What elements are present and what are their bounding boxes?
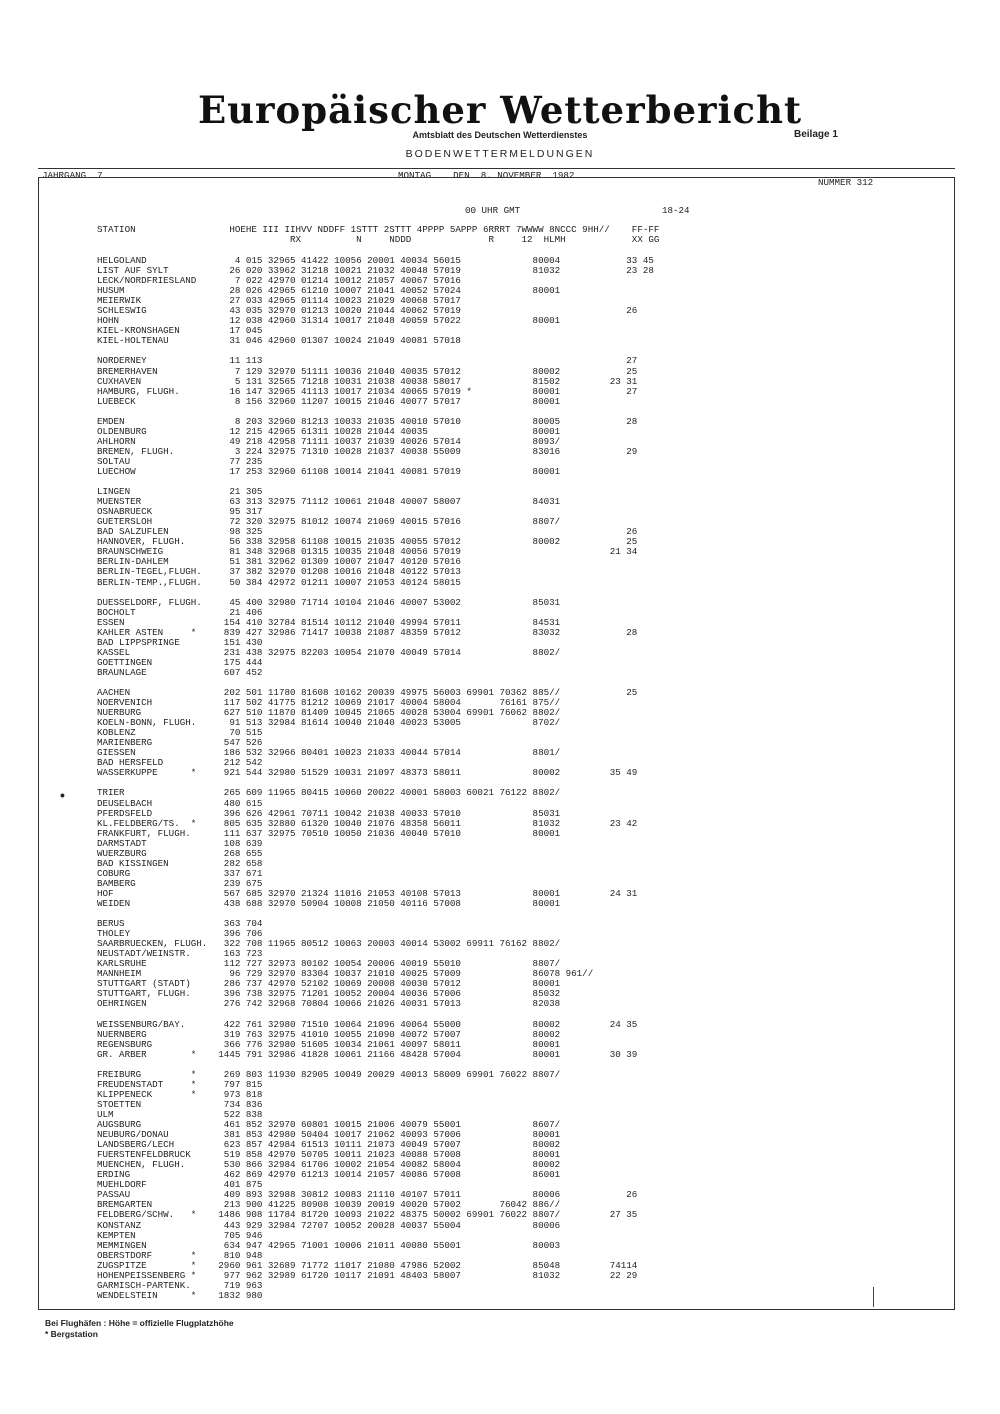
station-row: FRANKFURT, FLUGH. 111 637 32975 70510 10050 21036 40040 57010 80001 [97,827,561,839]
station-row: LUECHOW 17 253 32960 61108 10014 21041 40081 57019 80001 [97,465,561,477]
station-row: OLDENBURG 12 215 42965 61311 10028 21044 40035 80001 [97,425,561,437]
station-row: NORDERNEY 11 113 27 [97,355,638,367]
station-row: KASSEL 231 438 32975 82203 10054 21070 40049 57014 8802/ [97,646,561,658]
footer-note-airport: Bei Flughäfen : Höhe = offizielle Flugplatzhöhe [45,1318,234,1328]
station-row: BAD SALZUFLEN 98 325 26 [97,526,638,538]
station-row: BERUS 363 704 [97,918,263,930]
column-header-row2: RX N NDDD R 12 HLMH XX GG [97,234,660,245]
station-row: DUESSELDORF, FLUGH. 45 400 32980 71714 10104 21046 40007 53002 85031 [97,596,561,608]
station-row: HELGOLAND 4 015 32965 41422 10056 20001 40034 56015 80004 33 45 [97,255,654,266]
station-row: FREIBURG * 269 803 11930 82905 10049 20029 40013 58009 69901 76022 8807/ [97,1068,561,1080]
header-rule [38,168,955,169]
station-row: BOCHOLT 21 406 [97,606,263,618]
station-row: MARIENBERG 547 526 [97,737,263,749]
station-table [97,256,654,1301]
station-row: DARMSTADT 108 639 [97,837,263,849]
station-row: KOBLENZ 70 515 [97,727,263,739]
station-row: BRAUNLAGE 607 452 [97,666,263,678]
station-row: ERDING 462 869 42970 61213 10014 21057 40086 57008 86001 [97,1169,561,1181]
station-row: BREMGARTEN 213 900 41225 80908 10039 20019 40020 57002 76042 886// [97,1199,561,1211]
station-row: AACHEN 202 501 11780 81608 10162 20039 49975 56003 69901 70362 885// 25 [97,687,638,699]
station-row: PFERDSFELD 396 626 42961 70711 10042 21038 40033 57010 85031 [97,807,561,819]
station-row: AUGSBURG 461 852 32970 60801 10015 21006 40079 55001 8607/ [97,1119,561,1131]
station-row: OEHRINGEN 276 742 32968 70804 10066 21026 40031 57013 82038 [97,998,561,1010]
station-row: STOETTEN 734 836 [97,1098,263,1110]
station-row: DEUSELBACH 480 615 [97,797,263,809]
station-row: MUENCHEN, FLUGH. 530 866 32984 61706 10002 21054 40082 58004 80002 [97,1159,561,1171]
station-row: KIEL-HOLTENAU 31 046 42960 01307 10024 21049 40081 57018 [97,335,461,347]
station-row: HAMBURG, FLUGH. 16 147 32965 41113 10017 21034 40065 57019 * 80001 27 [97,385,638,397]
station-row: OSNABRUECK 95 317 [97,506,263,518]
column-header-row1: STATION HOEHE III IIHVV NDDFF 1STTT 2STTT 4PPPP 5APPP 6RRRT 7WWWW 8NCCC 9HH// FF-FF [97,224,660,235]
station-row: MANNHEIM 96 729 32970 83304 10037 21010 40025 57009 86078 961// [97,968,594,980]
station-row: SCHLESWIG 43 035 32970 01213 10020 21044 40062 57019 26 [97,305,638,317]
subtitle: Amtsblatt des Deutschen Wetterdienstes [412,130,588,140]
station-row: FELDBERG/SCHW. * 1486 908 11784 81720 10093 21022 48375 50002 69901 76022 8807/ 27 35 [97,1209,638,1221]
station-row: HOF 567 685 32970 21324 11016 21053 40108 57013 80001 24 31 [97,887,638,899]
station-row: PASSAU 409 893 32988 30812 10083 21110 40107 57011 80006 26 [97,1189,638,1201]
station-row: MEMMINGEN 634 947 42965 71001 10006 21011 40080 55001 80003 [97,1239,561,1251]
station-row: COBURG 337 671 [97,867,263,879]
beilage-label: Beilage 1 [794,129,838,140]
station-row: NOERVENICH 117 502 41775 81212 10069 21017 40004 58004 76161 875// [97,697,561,709]
station-row: LANDSBERG/LECH 623 857 42984 61513 10111 21073 40049 57007 80002 [97,1139,561,1151]
station-row: GOETTINGEN 175 444 [97,656,263,668]
jahrgang-label: JAHRGANG 7 [42,170,103,181]
station-row: KAHLER ASTEN * 839 427 32986 71417 10038 21087 48359 57012 83032 28 [97,626,638,638]
station-row: LUEBECK 8 156 32960 11207 10015 21046 40077 57017 80001 [97,395,561,407]
station-row: BAD KISSINGEN 282 658 [97,857,263,869]
footer-note-mountain: * Bergstation [45,1329,98,1339]
station-row: HANNOVER, FLUGH. 56 338 32958 61108 10015 21035 40055 57012 80002 25 [97,536,638,548]
station-row: WEIDEN 438 688 32970 50904 10008 21050 40116 57008 80001 [97,898,561,909]
station-row: WEISSENBURG/BAY. 422 761 32980 71510 10064 21096 40064 55000 80002 24 35 [97,1018,638,1030]
time-header-00z: 00 UHR GMT [465,205,521,216]
station-row: BREMERHAVEN 7 129 32970 51111 10036 21040 40035 57012 80002 25 [97,365,638,377]
station-row: MUENSTER 63 313 32975 71112 10061 21048 40007 58007 84031 [97,496,561,508]
station-row: BERLIN-TEMP.,FLUGH. 50 384 42972 01211 10007 21053 40124 58015 [97,576,461,588]
station-row: HUSUM 28 026 42965 61210 10007 21041 40052 57024 80001 [97,285,561,297]
station-row: MEIERWIK 27 033 42965 01114 10023 21029 40068 57017 [97,295,461,307]
station-row: BERLIN-TEGEL,FLUGH. 37 382 32970 01208 10016 21048 40122 57013 [97,566,461,578]
station-row: KLIPPENECK * 973 818 [97,1088,263,1100]
station-row: CUXHAVEN 5 131 32565 71218 10031 21038 40038 58017 81502 23 31 [97,375,638,387]
station-row: ULM 522 838 [97,1108,263,1120]
station-row: KIEL-KRONSHAGEN 17 045 [97,325,263,337]
station-row: STUTTGART, FLUGH. 396 738 32975 71201 10052 20004 40036 57006 85032 [97,988,561,1000]
station-row: EMDEN 8 203 32960 81213 10033 21035 40010 57010 80005 28 [97,415,638,427]
station-row: KOELN-BONN, FLUGH. 91 513 32984 81614 10040 21040 40023 53005 8702/ [97,717,561,729]
table-edge-mark [873,1287,874,1307]
station-row: BREMEN, FLUGH. 3 224 32975 71310 10028 21037 40038 55009 83016 29 [97,445,638,457]
page-title: Europäischer Wetterbericht [197,88,803,132]
station-row: REGENSBURG 366 776 32980 51605 10034 21061 40097 58011 80001 [97,1038,561,1050]
station-row: AHLHORN 49 218 42958 71111 10037 21039 40026 57014 8093/ [97,435,561,447]
station-row: OBERSTDORF * 810 948 [97,1249,263,1261]
station-row: LECK/NORDFRIESLAND 7 022 42970 01214 10012 21057 40067 57016 [97,275,461,287]
issue-date: MONTAG DEN 8. NOVEMBER 1982 [398,170,575,181]
station-row: BAMBERG 239 675 [97,877,263,889]
station-row: MUEHLDORF 401 875 [97,1179,263,1191]
station-row: TRIER 265 609 11965 80415 10060 20022 40001 58003 60021 76122 8802/ [97,787,561,799]
station-row: GARMISCH-PARTENK. 719 963 [97,1279,263,1291]
margin-mark: • [60,787,65,803]
station-row: WUERZBURG 268 655 [97,847,263,859]
station-row: NUERBURG 627 510 11870 81409 10045 21065 40028 53004 69901 76062 8802/ [97,707,561,719]
issue-number: NUMMER 312 [818,177,874,188]
station-row: WASSERKUPPE * 921 544 32980 51529 10031 21097 48373 58011 80002 35 49 [97,767,638,779]
station-row: BRAUNSCHWEIG 81 348 32968 01315 10035 21048 40056 57019 21 34 [97,546,638,558]
station-row: GUETERSLOH 72 320 32975 81012 10074 21069 40015 57016 8807/ [97,516,561,528]
station-row: FUERSTENFELDBRUCK 519 858 42970 50705 10011 21023 40088 57008 80001 [97,1149,561,1161]
time-header-18-24: 18-24 [662,205,690,216]
station-row: NEUBURG/DONAU 381 853 42980 50404 10017 21062 40093 57006 80001 [97,1129,561,1141]
station-row: KL.FELDBERG/TS. * 805 635 32880 61320 10040 21076 48358 56011 81032 23 42 [97,817,638,829]
station-row: NUERNBERG 319 763 32975 41010 10055 21090 40072 57007 80002 [97,1028,561,1040]
station-row: THOLEY 396 706 [97,928,263,940]
station-row: GR. ARBER * 1445 791 32986 41828 10061 21166 48428 57004 80001 30 39 [97,1048,638,1060]
station-row: WENDELSTEIN * 1832 980 [97,1289,263,1301]
station-row: ESSEN 154 410 32784 81514 10112 21040 49994 57011 84531 [97,616,561,628]
station-row: BERLIN-DAHLEM 51 381 32962 01309 10007 21047 40120 57016 [97,556,461,568]
station-row: NEUSTADT/WEINSTR. 163 723 [97,948,263,960]
station-row: STUTTGART (STADT) 286 737 42970 52102 10069 20008 40030 57012 80001 [97,978,561,990]
station-row: ZUGSPITZE * 2960 961 32689 71772 11017 21080 47986 52002 85048 74114 [97,1259,638,1271]
station-row: BAD HERSFELD 212 542 [97,757,263,769]
station-row: SAARBRUECKEN, FLUGH. 322 708 11965 80512 10063 20003 40014 53002 69911 76162 8802/ [97,938,561,950]
station-row: KARLSRUHE 112 727 32973 80102 10054 20006 40019 55010 8807/ [97,958,561,970]
station-row: KONSTANZ 443 929 32984 72707 10052 20028 40037 55004 80006 [97,1219,561,1231]
station-row: GIESSEN 186 532 32966 80401 10023 21033 40044 57014 8801/ [97,747,561,759]
station-row: LIST AUF SYLT 26 020 33962 31218 10021 21032 40048 57019 81032 23 28 [97,265,654,277]
section-heading: BODENWETTERMELDUNGEN [405,148,595,160]
station-row: HOHN 12 038 42960 31314 10017 21048 40059 57022 80001 [97,315,561,327]
station-row: SOLTAU 77 235 [97,455,263,467]
station-row: FREUDENSTADT * 797 815 [97,1078,263,1090]
station-row: BAD LIPPSPRINGE 151 430 [97,636,263,648]
station-row: KEMPTEN 705 946 [97,1229,263,1241]
station-row: HOHENPEISSENBERG * 977 962 32989 61720 10117 21091 48403 58007 81032 22 29 [97,1269,638,1281]
station-row: LINGEN 21 305 [97,486,263,498]
